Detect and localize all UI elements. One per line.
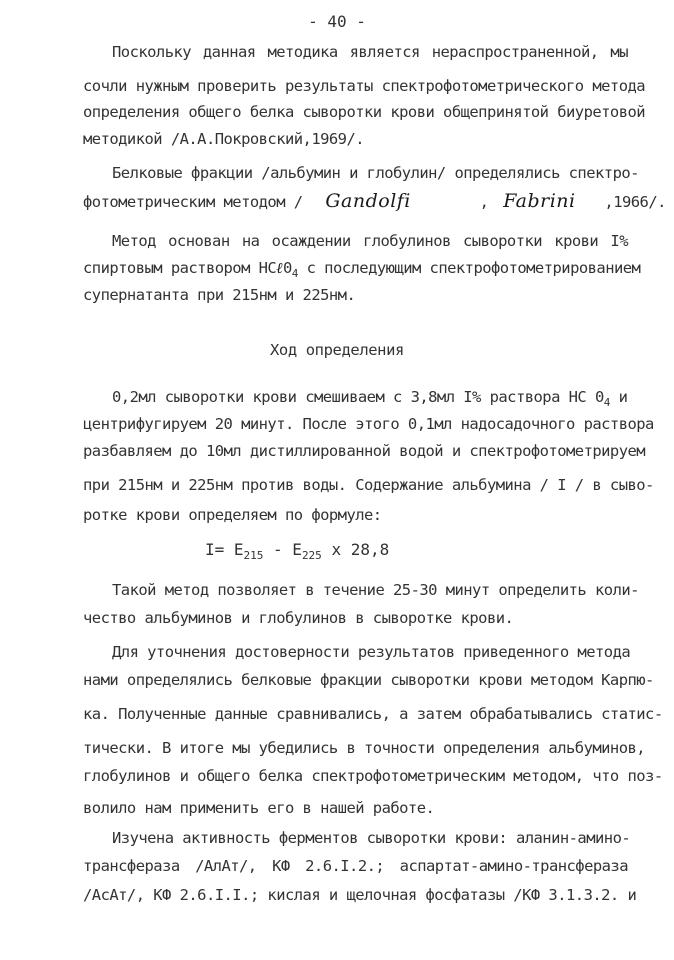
para4-line5: ротке крови определяем по формуле: [83,506,382,524]
formula-sub-2: 225 [301,549,322,562]
para6-line5: глобулинов и общего белка спектрофотометрическим методом, что поз- [83,767,663,785]
para3-line2-suffix: с последующим спектрофотометрированием [297,259,641,277]
para4-line3: разбавляем до 10мл дистиллированной водой и спектрофотометрируем [83,442,646,460]
handwritten-l-symbol: ℓ [276,259,283,277]
formula-sub-1: 215 [243,549,264,562]
para7-line2: трансфераза /АлАт/, КФ 2.6.I.2.; аспартат-амино-трансфераза [83,857,628,875]
para1-line1: Поскольку данная методика является нераспространенной, мы [112,43,628,61]
para3-line2 [83,258,641,280]
para5-line1: Такой метод позволяет в течение 25-30 минут определить коли- [112,581,639,599]
para6-line1: Для уточнения достоверности результатов приведенного метода [112,643,631,661]
para6-line4: тически. В итоге мы убедились в точности определения альбуминов, [83,739,646,757]
albumin-formula [205,540,390,562]
para1-line2: сочли нужным проверить результаты спектрофотометрического метода [83,77,646,95]
para7-line3: /АсАт/, КФ 2.6.I.I.; кислая и щелочная фосфатазы /КФ 3.1.3.2. и [83,886,637,904]
para4-line1 [112,387,628,407]
handwritten-author-2: Fabrini [503,190,576,212]
formula-rhs: x 28,8 [321,540,390,559]
para2-line1: Белковые фракции /альбумин и глобулин/ определялись спектро- [112,164,639,182]
para6-line2: нами определялись белковые фракции сыворотки крови методом Карпю- [83,671,654,689]
para4-line1-suffix: и [609,388,628,406]
para3-line3: супернатанта при 215нм и 225нм. [83,286,356,304]
para2-line2 [83,190,666,212]
para5-line2: чество альбуминов и глобулинов в сыворотке крови. [83,609,514,627]
para2-year: ,1966/. [604,193,666,211]
para3-line1: Метод основан на осаждении глобулинов сыворотки крови I% [112,232,628,250]
para3-line2-mid: 0 [282,259,292,277]
para2-comma: , [479,193,489,211]
para4-line1-prefix: 0,2мл сыворотки крови смешиваем с 3,8мл I% раствора НС 0 [112,388,604,406]
handwritten-author-1: Gandolfi [325,190,411,212]
para4-line2: центрифугируем 20 минут. После этого 0,1мл надосадочного раствора [83,415,654,433]
para2-line2-prefix: фотометрическим методом / [83,193,303,211]
para6-line3: ка. Полученные данные сравнивались, а затем обрабатывались статис- [83,705,663,723]
para3-line2-prefix: спиртовым раствором НС [83,259,277,277]
formula-lhs: I= E [205,540,244,559]
para7-line1: Изучена активность ферментов сыворотки крови: аланин-амино- [112,829,631,847]
para3-line2-subscript: 4 [291,267,298,280]
para4-line1-subscript: 4 [603,396,610,409]
section-heading: Ход определения [270,341,404,359]
para1-line4: методикой /А.А.Покровский,1969/. [83,130,365,148]
formula-mid: - E [263,540,302,559]
para4-line4: при 215нм и 225нм против воды. Содержание альбумина / I / в сыво- [83,476,654,494]
para6-line6: волило нам применить его в нашей работе. [83,799,435,817]
page-number: - 40 - [308,12,366,31]
para1-line3: определения общего белка сыворотки крови общепринятой биуретовой [83,103,646,121]
